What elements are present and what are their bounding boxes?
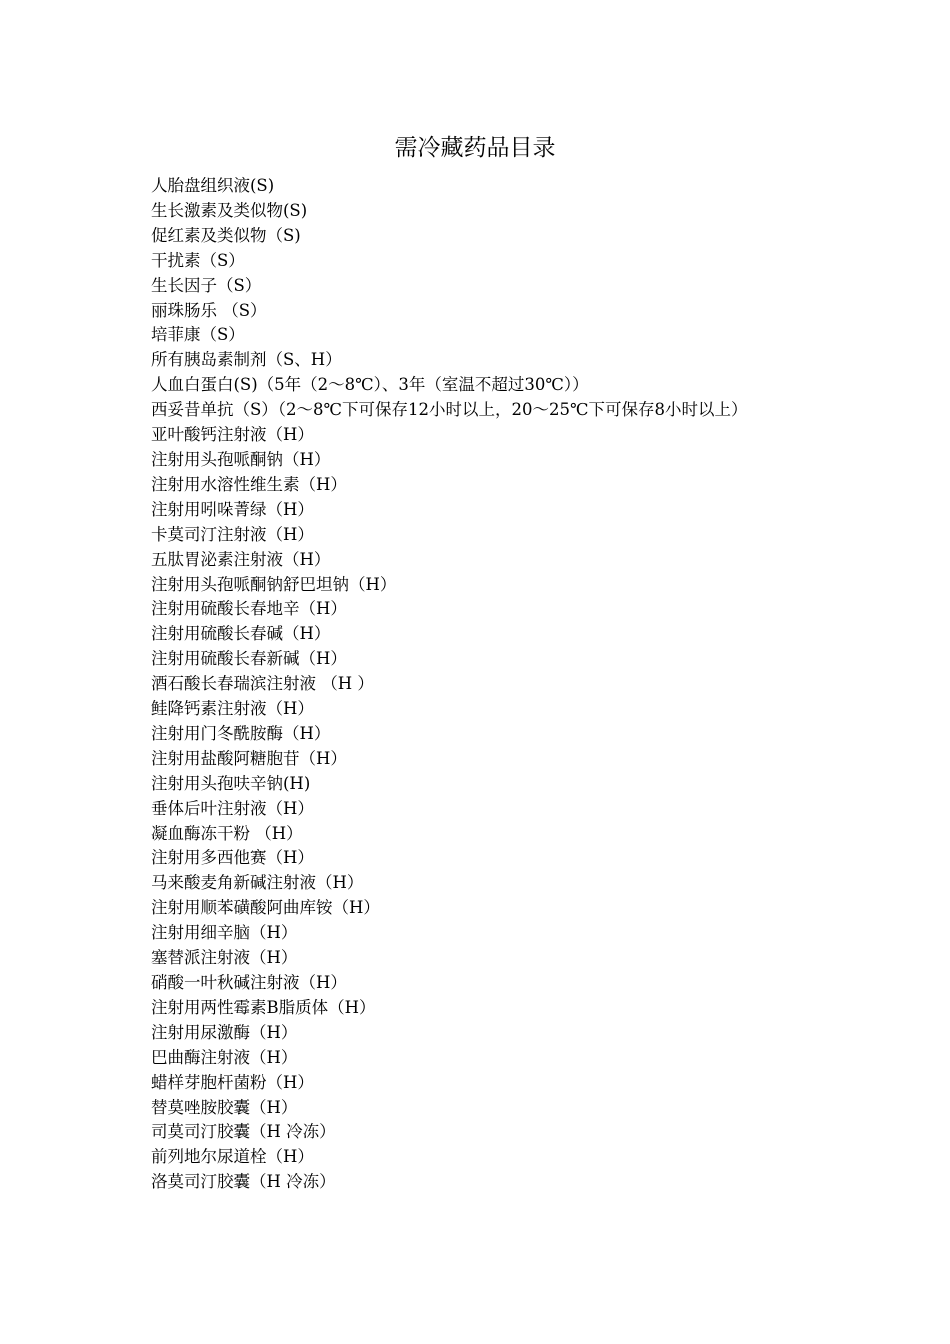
list-item: 生长因子（S） bbox=[151, 275, 262, 295]
list-item: 干扰素（S） bbox=[151, 250, 245, 270]
list-item: 五肽胃泌素注射液（H） bbox=[151, 549, 331, 569]
list-item: 巴曲酶注射液（H） bbox=[151, 1047, 298, 1067]
list-item: 司莫司汀胶囊（H 冷冻） bbox=[151, 1122, 336, 1142]
list-item: 培菲康（S） bbox=[151, 325, 245, 345]
list-item: 前列地尔尿道栓（H） bbox=[151, 1147, 314, 1167]
list-item: 注射用盐酸阿糖胞苷（H） bbox=[151, 748, 347, 768]
list-item: 人血白蛋白(S)（5年（2～8℃）、3年（室温不超过30℃）） bbox=[151, 375, 589, 395]
list-item: 注射用硫酸长春碱（H） bbox=[151, 624, 331, 644]
list-item: 注射用硫酸长春新碱（H） bbox=[151, 649, 347, 669]
list-item: 西妥昔单抗（S）（2～8℃下可保存12小时以上，20～25℃下可保存8小时以上） bbox=[151, 400, 748, 420]
list-item: 垂体后叶注射液（H） bbox=[151, 798, 314, 818]
list-item: 凝血酶冻干粉 （H） bbox=[151, 823, 303, 843]
list-item: 鲑降钙素注射液（H） bbox=[151, 699, 314, 719]
list-item: 丽珠肠乐 （S） bbox=[151, 300, 267, 320]
list-item: 卡莫司汀注射液（H） bbox=[151, 524, 314, 544]
list-item: 亚叶酸钙注射液（H） bbox=[151, 425, 314, 445]
list-item: 替莫唑胺胶囊（H） bbox=[151, 1097, 298, 1117]
list-item: 注射用水溶性维生素（H） bbox=[151, 474, 347, 494]
list-item: 促红素及类似物（S) bbox=[151, 225, 301, 245]
list-item: 注射用头孢呋辛钠(H) bbox=[151, 773, 311, 793]
list-item: 马来酸麦角新碱注射液（H） bbox=[151, 873, 364, 893]
list-item: 注射用门冬酰胺酶（H） bbox=[151, 723, 331, 743]
list-item: 注射用细辛脑（H） bbox=[151, 923, 298, 943]
list-item: 注射用头孢哌酮钠舒巴坦钠（H） bbox=[151, 574, 397, 594]
list-item: 注射用多西他赛（H） bbox=[151, 848, 314, 868]
drug-list bbox=[151, 174, 791, 1195]
list-item: 人胎盘组织液(S) bbox=[151, 176, 275, 195]
list-item: 注射用两性霉素B脂质体（H） bbox=[151, 997, 376, 1017]
list-item: 注射用尿激酶（H） bbox=[151, 1022, 298, 1042]
list-item: 蜡样芽胞杆菌粉（H） bbox=[151, 1072, 314, 1092]
list-item: 注射用顺苯磺酸阿曲库铵（H） bbox=[151, 898, 380, 918]
list-item: 生长激素及类似物(S) bbox=[151, 200, 308, 220]
list-item: 注射用头孢哌酮钠（H） bbox=[151, 449, 331, 469]
list-item: 所有胰岛素制剂（S、H） bbox=[151, 350, 342, 370]
list-item: 注射用吲哚菁绿（H） bbox=[151, 499, 314, 519]
list-item: 硝酸一叶秋碱注射液（H） bbox=[151, 973, 347, 992]
document-title: 需冷藏药品目录 bbox=[394, 135, 556, 161]
list-item: 洛莫司汀胶囊（H 冷冻） bbox=[151, 1172, 336, 1192]
list-item: 酒石酸长春瑞滨注射液 （H ） bbox=[151, 674, 374, 694]
list-item: 注射用硫酸长春地辛（H） bbox=[151, 599, 347, 619]
list-item: 塞替派注射液（H） bbox=[151, 948, 298, 968]
